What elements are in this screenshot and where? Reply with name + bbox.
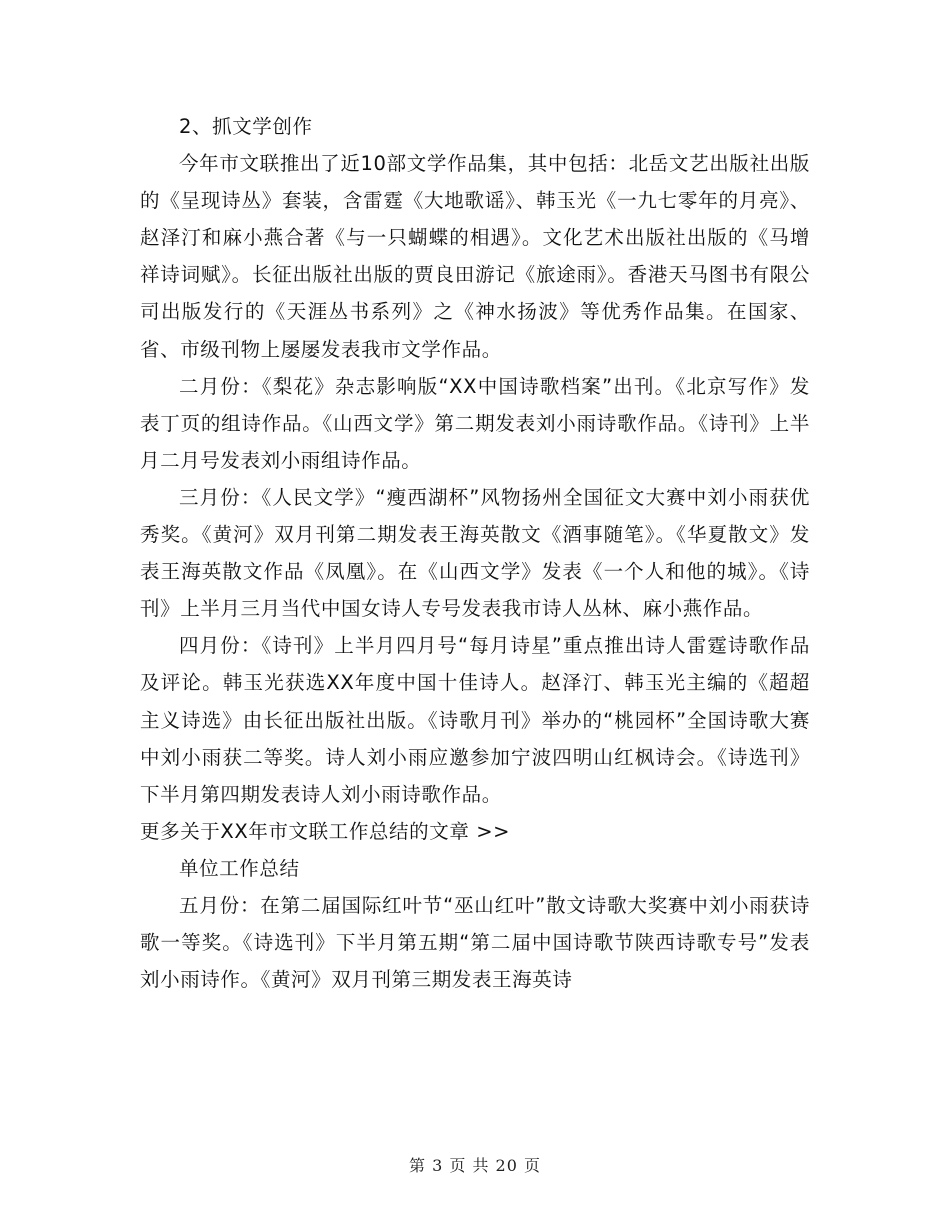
page-number-footer: 第 3 页 共 20 页 [409,1156,541,1175]
paragraph-march: 三月份：《人民文学》“瘦西湖杯”风物扬州全国征文大赛中刘小雨获优秀奖。《黄河》双月刊第二期发表王海英散文《酒事随笔》。《华夏散文》发表王海英散文作品《凤凰》。在《山西文学》发表《一个人和他的城》。《诗刊》上半月三月当代中国女诗人专号发表我市诗人丛林、麻小燕作品。 [140,485,810,621]
paragraph-april: 四月份：《诗刊》上半月四月号“每月诗星”重点推出诗人雷霆诗歌作品及评论。韩玉光获选XX年度中国十佳诗人。赵泽汀、韩玉光主编的《超超主义诗选》由长征出版社出版。《诗歌月刊》举办的“桃园杯”全国诗歌大赛中刘小雨获二等奖。诗人刘小雨应邀参加宁波四明山红枫诗会。《诗选刊》下半月第四期发表诗人刘小雨诗歌作品。 [140,634,810,806]
section-heading: 2、抓文学创作 [179,115,313,138]
document-body [140,108,810,998]
paragraph-publications: 今年市文联推出了近10部文学作品集，其中包括：北岳文艺出版社出版的《呈现诗丛》套装，含雷霆《大地歌谣》、韩玉光《一九七零年的月亮》、赵泽汀和麻小燕合著《与一只蝴蝶的相遇》。文化艺术出版社出版的《马增祥诗词赋》。长征出版社出版的贾良田游记《旅途雨》。香港天马图书有限公司出版发行的《天涯丛书系列》之《神水扬波》等优秀作品集。在国家、省、市级刊物上屡屡发表我市文学作品。 [140,152,810,361]
paragraph-february: 二月份：《梨花》杂志影响版“XX中国诗歌档案”出刊。《北京写作》发表丁页的组诗作品。《山西文学》第二期发表刘小雨诗歌作品。《诗刊》上半月二月号发表刘小雨组诗作品。 [140,374,810,472]
paragraph-may: 五月份：在第二届国际红叶节“巫山红叶”散文诗歌大奖赛中刘小雨获诗歌一等奖。《诗选刊》下半月第五期“第二届中国诗歌节陕西诗歌专号”发表刘小雨诗作。《黄河》双月刊第三期发表王海英诗 [140,893,810,992]
sub-heading: 单位工作总结 [179,856,300,880]
more-articles-link[interactable]: 更多关于XX年市文联工作总结的文章 >> [140,819,511,843]
